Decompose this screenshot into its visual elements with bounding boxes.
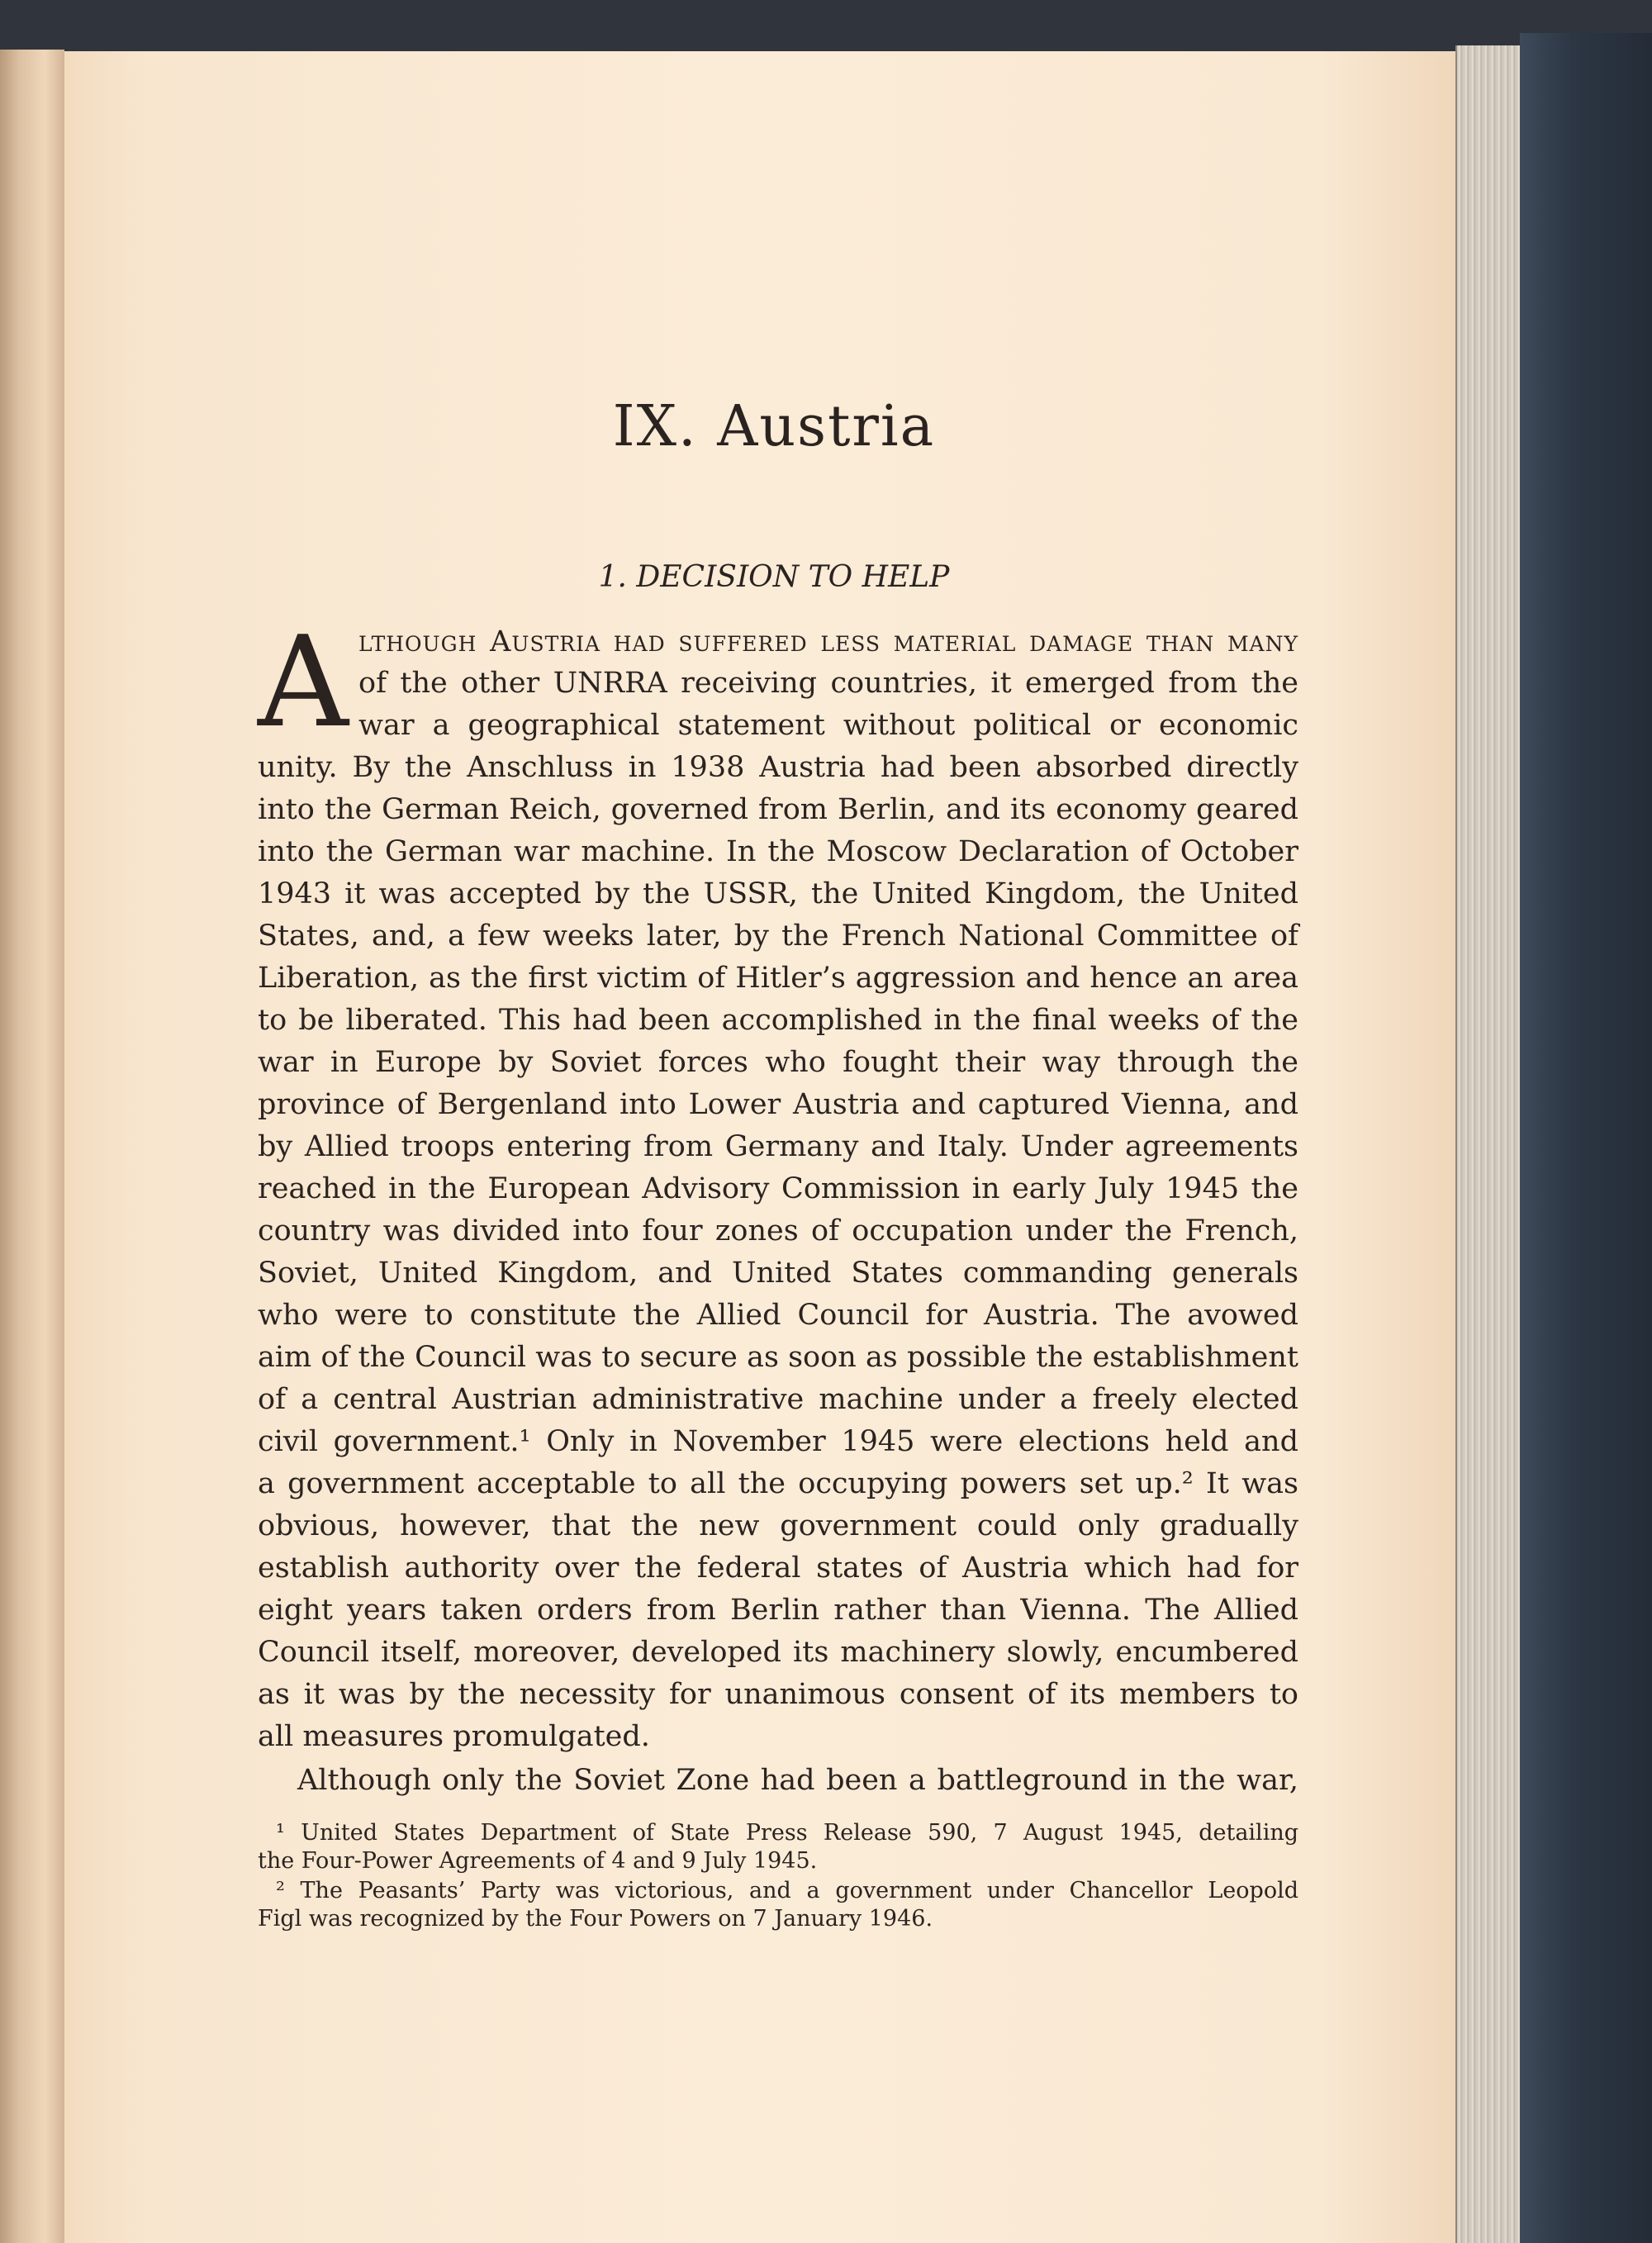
left-page-edge bbox=[0, 50, 64, 2243]
body-line bbox=[358, 621, 1298, 663]
body-line: States, and, a few weeks later, by the French National Committee of bbox=[258, 920, 1298, 953]
body-line: obvious, however, that the new government could only gradually bbox=[258, 1509, 1298, 1542]
body-line: who were to constitute the Allied Council for Austria. The avowed bbox=[258, 1299, 1298, 1332]
body-line: unity. By the Anschluss in 1938 Austria had been absorbed directly bbox=[258, 751, 1298, 784]
page-stack-edge bbox=[1455, 45, 1521, 2243]
body-line: province of Bergenland into Lower Austria and captured Vienna, and bbox=[258, 1088, 1298, 1121]
footnote-line: ² The Peasants’ Party was victorious, and a government under Chancellor Leopold bbox=[276, 1878, 1298, 1903]
body-line: 1943 it was accepted by the USSR, the United Kingdom, the United bbox=[258, 877, 1298, 910]
second-paragraph-line: Although only the Soviet Zone had been a battleground in the war, bbox=[297, 1764, 1298, 1797]
opening-line: lthough Austria had suffered less material damage than many bbox=[358, 625, 1298, 658]
body-line: into the German Reich, governed from Berlin, and its economy geared bbox=[258, 793, 1298, 826]
body-line: into the German war machine. In the Moscow Declaration of October bbox=[258, 835, 1298, 868]
body-line: establish authority over the federal states of Austria which had for bbox=[258, 1552, 1298, 1585]
body-line: country was divided into four zones of occupation under the French, bbox=[258, 1214, 1298, 1247]
body-line: Liberation, as the first victim of Hitler’s aggression and hence an area bbox=[258, 962, 1298, 995]
body-line: eight years taken orders from Berlin rather than Vienna. The Allied bbox=[258, 1594, 1298, 1627]
body-line: war in Europe by Soviet forces who fought their way through the bbox=[258, 1046, 1298, 1079]
body-line: by Allied troops entering from Germany and Italy. Under agreements bbox=[258, 1130, 1298, 1163]
body-line: war a geographical statement without political or economic bbox=[358, 709, 1298, 742]
chapter-title: IX. Austria bbox=[612, 394, 936, 459]
book-cover-edge bbox=[1520, 33, 1652, 2243]
footnote-line: the Four-Power Agreements of 4 and 9 July 1945. bbox=[258, 1848, 818, 1874]
body-line: aim of the Council was to secure as soon as possible the establishment bbox=[258, 1341, 1298, 1374]
body-line: all measures promulgated. bbox=[258, 1720, 650, 1753]
drop-cap: A bbox=[258, 609, 349, 755]
body-line: a government acceptable to all the occupying powers set up.² It was bbox=[258, 1467, 1298, 1500]
section-heading: 1. DECISION TO HELP bbox=[598, 560, 950, 594]
body-line: Soviet, United Kingdom, and United States commanding generals bbox=[258, 1257, 1298, 1290]
body-line: to be liberated. This had been accomplished in the final weeks of the bbox=[258, 1004, 1298, 1037]
footnote-line: ¹ United States Department of State Press Release 590, 7 August 1945, detailing bbox=[276, 1820, 1298, 1846]
body-line: Council itself, moreover, developed its machinery slowly, encumbered bbox=[258, 1636, 1298, 1669]
body-line: of the other UNRRA receiving countries, it emerged from the bbox=[358, 667, 1298, 700]
body-line: reached in the European Advisory Commission in early July 1945 the bbox=[258, 1172, 1298, 1205]
body-line: of a central Austrian administrative machine under a freely elected bbox=[258, 1383, 1298, 1416]
book-page bbox=[64, 51, 1460, 2243]
body-line: as it was by the necessity for unanimous consent of its members to bbox=[258, 1678, 1298, 1711]
footnote-line: Figl was recognized by the Four Powers on 7 January 1946. bbox=[258, 1906, 933, 1932]
body-line: civil government.¹ Only in November 1945 were elections held and bbox=[258, 1425, 1298, 1458]
